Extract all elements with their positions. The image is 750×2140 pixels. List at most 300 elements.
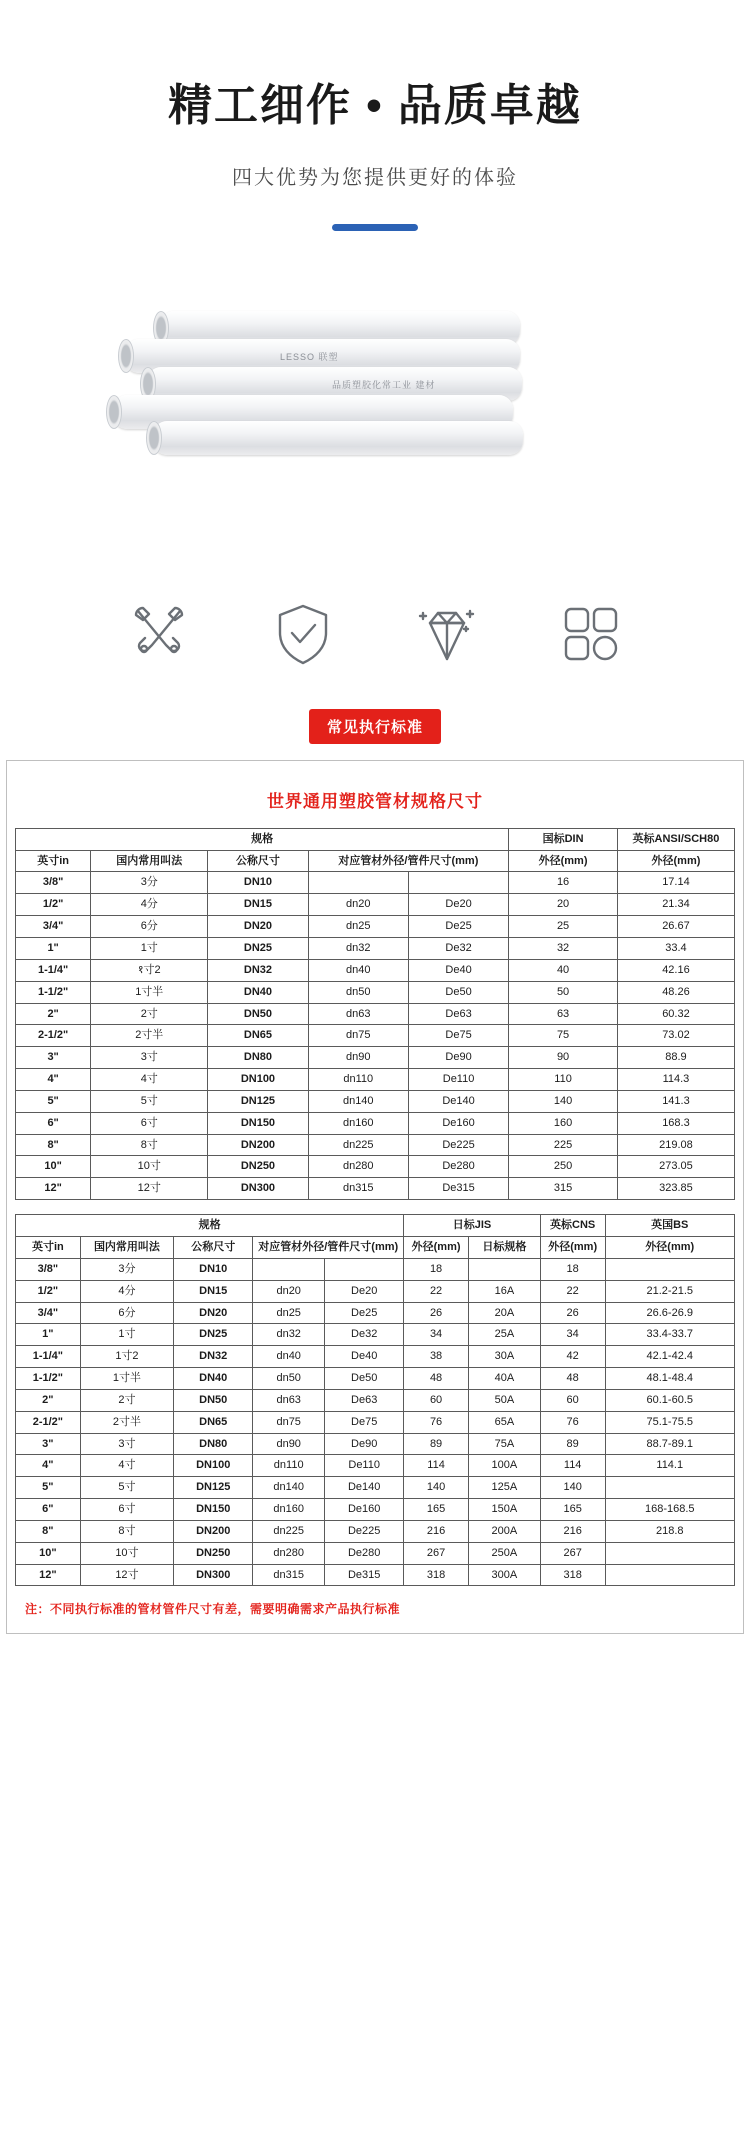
table-cell: De32 bbox=[408, 938, 508, 960]
table-cell: 12" bbox=[16, 1178, 91, 1200]
table-cell: 114 bbox=[404, 1455, 469, 1477]
table-cell: dn50 bbox=[253, 1368, 325, 1390]
table-cell: DN300 bbox=[174, 1564, 253, 1586]
table-cell: 318 bbox=[404, 1564, 469, 1586]
table-cell: De50 bbox=[325, 1368, 404, 1390]
pipe-side-text: 品质塑胶化常工业 建材 bbox=[332, 379, 436, 390]
column-header-row bbox=[16, 850, 735, 872]
table-cell: 1/2" bbox=[16, 1280, 81, 1302]
table-cell: 50A bbox=[468, 1389, 540, 1411]
table-cell: 75.1-75.5 bbox=[605, 1411, 734, 1433]
table-cell: dn160 bbox=[308, 1112, 408, 1134]
col-cns-od: 外径(mm) bbox=[540, 1236, 605, 1258]
table-cell: 6" bbox=[16, 1499, 81, 1521]
table-row bbox=[16, 1389, 735, 1411]
table-cell: De32 bbox=[325, 1324, 404, 1346]
table-cell: 5" bbox=[16, 1477, 81, 1499]
table-cell: dn280 bbox=[253, 1542, 325, 1564]
table-cell: 1寸 bbox=[80, 1324, 173, 1346]
table-cell: 140 bbox=[509, 1090, 618, 1112]
table-cell: 50 bbox=[509, 981, 618, 1003]
table-cell: 10寸 bbox=[80, 1542, 173, 1564]
table-cell: 25 bbox=[509, 916, 618, 938]
table-cell: 218.8 bbox=[605, 1520, 734, 1542]
table-cell: DN20 bbox=[174, 1302, 253, 1324]
table-row bbox=[16, 1178, 735, 1200]
table-cell: DN20 bbox=[208, 916, 308, 938]
table-cell: dn40 bbox=[253, 1346, 325, 1368]
table-cell: 4寸 bbox=[80, 1455, 173, 1477]
table-cell: dn63 bbox=[308, 1003, 408, 1025]
table-cell: De40 bbox=[408, 959, 508, 981]
table-cell: DN32 bbox=[208, 959, 308, 981]
table-cell: DN40 bbox=[174, 1368, 253, 1390]
feature-icons-row bbox=[0, 581, 750, 703]
table-row bbox=[16, 1302, 735, 1324]
table-cell: dn225 bbox=[308, 1134, 408, 1156]
table-row bbox=[16, 1477, 735, 1499]
table-cell: DN15 bbox=[174, 1280, 253, 1302]
col-domestic-name: 国内常用叫法 bbox=[91, 850, 208, 872]
col-nominal-size: 公称尺寸 bbox=[208, 850, 308, 872]
spec-table-top-body bbox=[16, 872, 735, 1200]
table-cell: 3分 bbox=[91, 872, 208, 894]
col-outer-diameter-fitting: 对应管材外径/管件尺寸(mm) bbox=[253, 1236, 404, 1258]
group-header-jis: 日标JIS bbox=[404, 1215, 541, 1237]
table-cell: dn20 bbox=[308, 894, 408, 916]
group-header-spec: 规格 bbox=[16, 1215, 404, 1237]
table-cell: 3分 bbox=[80, 1258, 173, 1280]
table-cell: 1-1/2" bbox=[16, 1368, 81, 1390]
table-cell: 34 bbox=[404, 1324, 469, 1346]
table-cell: 12" bbox=[16, 1564, 81, 1586]
table-cell: DN100 bbox=[208, 1069, 308, 1091]
group-header-row bbox=[16, 1215, 735, 1237]
table-cell: 34 bbox=[540, 1324, 605, 1346]
table-cell: 42.16 bbox=[617, 959, 734, 981]
table-cell: 3寸 bbox=[80, 1433, 173, 1455]
table-cell: 165 bbox=[540, 1499, 605, 1521]
table-row bbox=[16, 1499, 735, 1521]
table-cell: 3/8" bbox=[16, 872, 91, 894]
table-cell: 150A bbox=[468, 1499, 540, 1521]
table-cell: 18 bbox=[540, 1258, 605, 1280]
table-cell: 273.05 bbox=[617, 1156, 734, 1178]
table-row bbox=[16, 1433, 735, 1455]
table-cell: 4" bbox=[16, 1069, 91, 1091]
table-row bbox=[16, 1542, 735, 1564]
table-cell: DN65 bbox=[174, 1411, 253, 1433]
table-cell: De280 bbox=[408, 1156, 508, 1178]
table-cell: DN65 bbox=[208, 1025, 308, 1047]
table-row bbox=[16, 1368, 735, 1390]
table-cell: 4分 bbox=[80, 1280, 173, 1302]
table-cell: 6分 bbox=[91, 916, 208, 938]
table-cell: 73.02 bbox=[617, 1025, 734, 1047]
table-cell: 60.32 bbox=[617, 1003, 734, 1025]
table-cell: De225 bbox=[325, 1520, 404, 1542]
table-cell: 17.14 bbox=[617, 872, 734, 894]
table-cell: De20 bbox=[408, 894, 508, 916]
col-nominal-size: 公称尺寸 bbox=[174, 1236, 253, 1258]
table-cell: 75A bbox=[468, 1433, 540, 1455]
col-jis-spec: 日标规格 bbox=[468, 1236, 540, 1258]
pipe-bundle-illustration bbox=[105, 311, 525, 501]
table-cell: 1-1/4" bbox=[16, 959, 91, 981]
table-cell: १寸2 bbox=[91, 959, 208, 981]
table-cell: 75 bbox=[509, 1025, 618, 1047]
column-header-row bbox=[16, 1236, 735, 1258]
table-row bbox=[16, 1047, 735, 1069]
table-cell: 18 bbox=[404, 1258, 469, 1280]
table-cell: 168.3 bbox=[617, 1112, 734, 1134]
table-cell: 88.7-89.1 bbox=[605, 1433, 734, 1455]
table-cell: 12寸 bbox=[80, 1564, 173, 1586]
table-cell: DN50 bbox=[174, 1389, 253, 1411]
table-cell: DN150 bbox=[208, 1112, 308, 1134]
table-cell: De25 bbox=[325, 1302, 404, 1324]
spec-table-bottom-body bbox=[16, 1258, 735, 1586]
table-cell: 5寸 bbox=[80, 1477, 173, 1499]
table-cell: 89 bbox=[404, 1433, 469, 1455]
table-cell: 4" bbox=[16, 1455, 81, 1477]
table-cell: De20 bbox=[325, 1280, 404, 1302]
table-cell: 3/4" bbox=[16, 1302, 81, 1324]
table-cell: 42.1-42.4 bbox=[605, 1346, 734, 1368]
table-cell: 165 bbox=[404, 1499, 469, 1521]
table-cell: DN25 bbox=[208, 938, 308, 960]
table-cell: dn140 bbox=[308, 1090, 408, 1112]
table-cell: 141.3 bbox=[617, 1090, 734, 1112]
table-cell: 1/2" bbox=[16, 894, 91, 916]
table-cell: 114 bbox=[540, 1455, 605, 1477]
table-cell: 216 bbox=[404, 1520, 469, 1542]
table-cell: 16 bbox=[509, 872, 618, 894]
spec-table-top-head bbox=[16, 828, 735, 872]
table-row bbox=[16, 1280, 735, 1302]
table-row bbox=[16, 1134, 735, 1156]
table-row bbox=[16, 1069, 735, 1091]
table-cell: 48.1-48.4 bbox=[605, 1368, 734, 1390]
table-cell: 1寸2 bbox=[80, 1346, 173, 1368]
table-cell: 90 bbox=[509, 1047, 618, 1069]
table-cell: dn32 bbox=[308, 938, 408, 960]
table-cell: De140 bbox=[325, 1477, 404, 1499]
table-cell: 6寸 bbox=[80, 1499, 173, 1521]
table-cell: 4分 bbox=[91, 894, 208, 916]
table-cell: 2寸半 bbox=[91, 1025, 208, 1047]
table-cell: 219.08 bbox=[617, 1134, 734, 1156]
table-cell: 1寸 bbox=[91, 938, 208, 960]
table-cell: 40A bbox=[468, 1368, 540, 1390]
table-cell: 110 bbox=[509, 1069, 618, 1091]
table-row bbox=[16, 872, 735, 894]
table-cell: dn40 bbox=[308, 959, 408, 981]
table-cell: 60.1-60.5 bbox=[605, 1389, 734, 1411]
table-cell: DN250 bbox=[208, 1156, 308, 1178]
table-cell: 33.4-33.7 bbox=[605, 1324, 734, 1346]
table-cell: 140 bbox=[540, 1477, 605, 1499]
table-cell: DN80 bbox=[174, 1433, 253, 1455]
table-cell: dn32 bbox=[253, 1324, 325, 1346]
table-cell: 76 bbox=[540, 1411, 605, 1433]
table-cell bbox=[605, 1477, 734, 1499]
table-cell: De160 bbox=[325, 1499, 404, 1521]
table-cell: DN10 bbox=[174, 1258, 253, 1280]
table-cell: 60 bbox=[540, 1389, 605, 1411]
table-cell: De63 bbox=[325, 1389, 404, 1411]
table-cell: dn25 bbox=[253, 1302, 325, 1324]
table-cell: DN50 bbox=[208, 1003, 308, 1025]
table-cell bbox=[605, 1258, 734, 1280]
table-cell: 48.26 bbox=[617, 981, 734, 1003]
table-cell: DN32 bbox=[174, 1346, 253, 1368]
table-cell: 3/8" bbox=[16, 1258, 81, 1280]
table-cell: 3寸 bbox=[91, 1047, 208, 1069]
table-cell: DN250 bbox=[174, 1542, 253, 1564]
table-cell: 21.2-21.5 bbox=[605, 1280, 734, 1302]
table-cell: 65A bbox=[468, 1411, 540, 1433]
table-cell: 2" bbox=[16, 1389, 81, 1411]
group-header-spec: 规格 bbox=[16, 828, 509, 850]
table-cell: DN125 bbox=[174, 1477, 253, 1499]
table-cell: dn90 bbox=[308, 1047, 408, 1069]
table-cell: De90 bbox=[325, 1433, 404, 1455]
table-cell: 8寸 bbox=[91, 1134, 208, 1156]
table-cell: 89 bbox=[540, 1433, 605, 1455]
table-cell: 2-1/2" bbox=[16, 1411, 81, 1433]
pipe-end-cap bbox=[146, 421, 162, 455]
table-cell: dn140 bbox=[253, 1477, 325, 1499]
table-cell: 216 bbox=[540, 1520, 605, 1542]
table-cell: 6寸 bbox=[91, 1112, 208, 1134]
group-header-din: 国标DIN bbox=[509, 828, 618, 850]
table-cell: 114.3 bbox=[617, 1069, 734, 1091]
table-cell: 21.34 bbox=[617, 894, 734, 916]
grid-squares-icon bbox=[548, 591, 634, 677]
table-cell: 8" bbox=[16, 1520, 81, 1542]
table-cell: De63 bbox=[408, 1003, 508, 1025]
table-row bbox=[16, 1411, 735, 1433]
table-cell: 5寸 bbox=[91, 1090, 208, 1112]
col-bs-od: 外径(mm) bbox=[605, 1236, 734, 1258]
hero-section bbox=[0, 0, 750, 231]
table-cell: dn25 bbox=[308, 916, 408, 938]
table-cell: De280 bbox=[325, 1542, 404, 1564]
table-cell: 100A bbox=[468, 1455, 540, 1477]
spec-table-note: 注：不同执行标准的管材管件尺寸有差，需要明确需求产品执行标准 bbox=[25, 1602, 401, 1617]
col-domestic-name: 国内常用叫法 bbox=[80, 1236, 173, 1258]
col-ansi-od: 外径(mm) bbox=[617, 850, 734, 872]
table-cell: DN150 bbox=[174, 1499, 253, 1521]
table-cell: De140 bbox=[408, 1090, 508, 1112]
table-cell: 10寸 bbox=[91, 1156, 208, 1178]
table-cell: De90 bbox=[408, 1047, 508, 1069]
table-cell bbox=[308, 872, 408, 894]
table-cell: 2" bbox=[16, 1003, 91, 1025]
table-cell: De315 bbox=[408, 1178, 508, 1200]
table-cell bbox=[253, 1258, 325, 1280]
table-cell: DN300 bbox=[208, 1178, 308, 1200]
table-cell: 315 bbox=[509, 1178, 618, 1200]
table-cell: 6分 bbox=[80, 1302, 173, 1324]
table-cell: De315 bbox=[325, 1564, 404, 1586]
table-cell: 267 bbox=[404, 1542, 469, 1564]
table-cell: 30A bbox=[468, 1346, 540, 1368]
table-row bbox=[16, 916, 735, 938]
table-cell: 16A bbox=[468, 1280, 540, 1302]
spec-panel bbox=[6, 760, 744, 1635]
table-cell: De160 bbox=[408, 1112, 508, 1134]
table-cell: dn280 bbox=[308, 1156, 408, 1178]
table-cell: 267 bbox=[540, 1542, 605, 1564]
table-cell: 2寸 bbox=[80, 1389, 173, 1411]
table-cell: 125A bbox=[468, 1477, 540, 1499]
table-cell: dn75 bbox=[308, 1025, 408, 1047]
table-cell: dn225 bbox=[253, 1520, 325, 1542]
table-cell: 8" bbox=[16, 1134, 91, 1156]
table-cell bbox=[605, 1542, 734, 1564]
table-row bbox=[16, 959, 735, 981]
group-header-bs: 英国BS bbox=[605, 1215, 734, 1237]
table-cell bbox=[325, 1258, 404, 1280]
table-cell: dn110 bbox=[308, 1069, 408, 1091]
table-cell: 20A bbox=[468, 1302, 540, 1324]
table-cell: 114.1 bbox=[605, 1455, 734, 1477]
table-row bbox=[16, 1090, 735, 1112]
table-cell: DN200 bbox=[174, 1520, 253, 1542]
table-cell: De40 bbox=[325, 1346, 404, 1368]
table-cell: 3/4" bbox=[16, 916, 91, 938]
table-row bbox=[16, 1156, 735, 1178]
group-header-row bbox=[16, 828, 735, 850]
table-cell: 26.67 bbox=[617, 916, 734, 938]
table-cell: DN80 bbox=[208, 1047, 308, 1069]
pipe-end-cap bbox=[106, 395, 122, 429]
table-cell: dn315 bbox=[253, 1564, 325, 1586]
group-header-ansi: 英标ANSI/SCH80 bbox=[617, 828, 734, 850]
table-cell: 10" bbox=[16, 1542, 81, 1564]
table-cell: 318 bbox=[540, 1564, 605, 1586]
table-cell: 26.6-26.9 bbox=[605, 1302, 734, 1324]
table-cell: De25 bbox=[408, 916, 508, 938]
table-cell: 1寸半 bbox=[80, 1368, 173, 1390]
table-cell: De110 bbox=[408, 1069, 508, 1091]
table-cell: DN25 bbox=[174, 1324, 253, 1346]
table-cell: 60 bbox=[404, 1389, 469, 1411]
table-cell: 33.4 bbox=[617, 938, 734, 960]
table-cell: 48 bbox=[540, 1368, 605, 1390]
table-cell: 76 bbox=[404, 1411, 469, 1433]
col-inch: 英寸in bbox=[16, 850, 91, 872]
spec-table-bottom bbox=[15, 1214, 735, 1586]
table-cell: 250 bbox=[509, 1156, 618, 1178]
spec-table-bottom-head bbox=[16, 1215, 735, 1259]
table-row bbox=[16, 1025, 735, 1047]
table-cell: 225 bbox=[509, 1134, 618, 1156]
table-cell bbox=[605, 1564, 734, 1586]
table-cell: DN10 bbox=[208, 872, 308, 894]
table-cell: 200A bbox=[468, 1520, 540, 1542]
table-cell: De225 bbox=[408, 1134, 508, 1156]
table-row bbox=[16, 1564, 735, 1586]
tools-icon bbox=[116, 591, 202, 677]
table-cell: 1寸半 bbox=[91, 981, 208, 1003]
table-cell: 26 bbox=[404, 1302, 469, 1324]
table-cell: 38 bbox=[404, 1346, 469, 1368]
table-row bbox=[16, 1112, 735, 1134]
col-outer-diameter-fitting: 对应管材外径/管件尺寸(mm) bbox=[308, 850, 509, 872]
table-cell: 323.85 bbox=[617, 1178, 734, 1200]
section-tag bbox=[0, 703, 750, 760]
table-cell: 160 bbox=[509, 1112, 618, 1134]
table-cell: 25A bbox=[468, 1324, 540, 1346]
table-cell: De75 bbox=[408, 1025, 508, 1047]
table-cell: 22 bbox=[404, 1280, 469, 1302]
table-cell: DN40 bbox=[208, 981, 308, 1003]
pipe-end-cap bbox=[118, 339, 134, 373]
table-cell: 2-1/2" bbox=[16, 1025, 91, 1047]
table-cell: 8寸 bbox=[80, 1520, 173, 1542]
table-cell: dn160 bbox=[253, 1499, 325, 1521]
table-cell: 22 bbox=[540, 1280, 605, 1302]
table-cell: 4寸 bbox=[91, 1069, 208, 1091]
diamond-icon bbox=[404, 591, 490, 677]
group-header-cns: 英标CNS bbox=[540, 1215, 605, 1237]
table-row bbox=[16, 1346, 735, 1368]
table-cell: 3" bbox=[16, 1433, 81, 1455]
table-row bbox=[16, 938, 735, 960]
table-cell: dn50 bbox=[308, 981, 408, 1003]
table-cell: 140 bbox=[404, 1477, 469, 1499]
table-cell: 10" bbox=[16, 1156, 91, 1178]
col-jis-od: 外径(mm) bbox=[404, 1236, 469, 1258]
table-cell: 6" bbox=[16, 1112, 91, 1134]
table-cell: dn75 bbox=[253, 1411, 325, 1433]
product-image bbox=[0, 251, 750, 581]
table-row bbox=[16, 894, 735, 916]
table-cell: 63 bbox=[509, 1003, 618, 1025]
table-cell: 1" bbox=[16, 938, 91, 960]
table-cell: DN100 bbox=[174, 1455, 253, 1477]
table-cell: 1" bbox=[16, 1324, 81, 1346]
table-cell: 300A bbox=[468, 1564, 540, 1586]
table-row bbox=[16, 1258, 735, 1280]
table-row bbox=[16, 1003, 735, 1025]
table-cell: dn90 bbox=[253, 1433, 325, 1455]
table-cell: 12寸 bbox=[91, 1178, 208, 1200]
table-cell: De75 bbox=[325, 1411, 404, 1433]
table-cell: 3" bbox=[16, 1047, 91, 1069]
table-cell: DN125 bbox=[208, 1090, 308, 1112]
table-cell: 48 bbox=[404, 1368, 469, 1390]
col-din-od: 外径(mm) bbox=[509, 850, 618, 872]
table-cell: 2寸半 bbox=[80, 1411, 173, 1433]
table-cell: 26 bbox=[540, 1302, 605, 1324]
table-row bbox=[16, 1455, 735, 1477]
table-cell: 20 bbox=[509, 894, 618, 916]
col-inch: 英寸in bbox=[16, 1236, 81, 1258]
table-cell bbox=[468, 1258, 540, 1280]
table-cell bbox=[408, 872, 508, 894]
table-cell: dn315 bbox=[308, 1178, 408, 1200]
table-cell: 1-1/2" bbox=[16, 981, 91, 1003]
table-cell: dn110 bbox=[253, 1455, 325, 1477]
shield-check-icon bbox=[260, 591, 346, 677]
table-cell: DN200 bbox=[208, 1134, 308, 1156]
table-cell: 250A bbox=[468, 1542, 540, 1564]
table-cell: dn20 bbox=[253, 1280, 325, 1302]
